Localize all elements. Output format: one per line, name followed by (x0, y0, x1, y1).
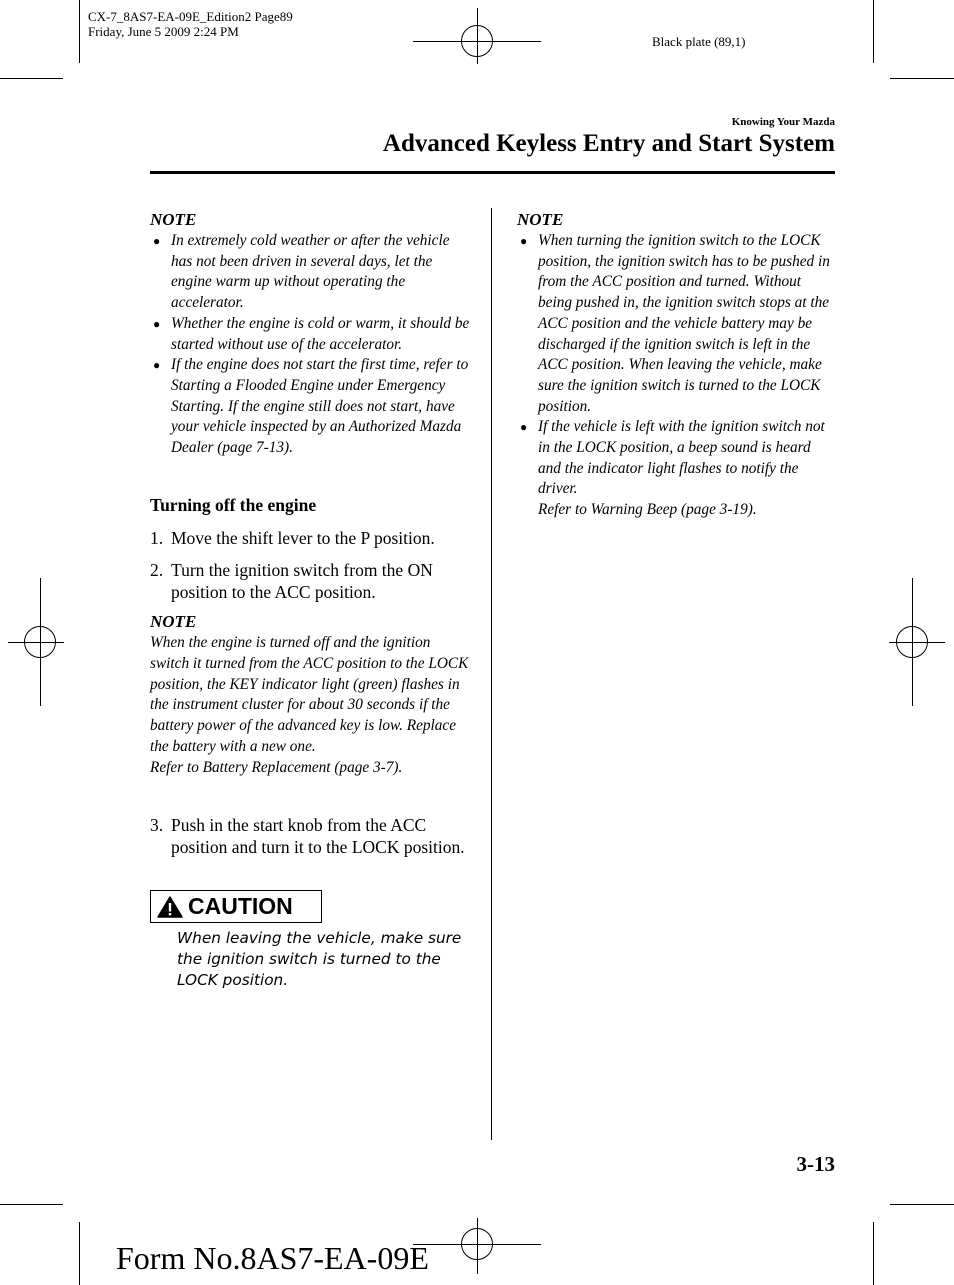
crop-mark (0, 1204, 63, 1205)
note-bullet: ● When turning the ignition switch to the LOCK position, the ignition switch has to be pushed in from the ACC position and turned. Without being pushed in, the ignition switch stops at the ACC position and the vehicle battery may be discharged if the ignition switch is left in the ACC position. When leaving the vehicle, make sure the ignition switch is turned to the LOCK position. (520, 232, 830, 415)
note-bullets (517, 231, 831, 521)
crop-mark (890, 1204, 954, 1205)
crop-mark (79, 1222, 80, 1285)
note-title: NOTE (150, 210, 197, 229)
note-block (150, 210, 472, 459)
caution-label: CAUTION (188, 893, 293, 919)
step-item (150, 560, 470, 603)
warning-triangle-icon (157, 896, 183, 918)
registration-circle (24, 626, 56, 658)
note-block (150, 612, 472, 779)
note-reference: Refer to Warning Beep (page 3-19). (538, 501, 757, 519)
bullet-icon: ● (520, 234, 528, 248)
bullet-icon: ● (153, 358, 161, 373)
bullet-icon: ● (153, 316, 161, 331)
crop-mark (890, 78, 954, 79)
step-number: 1. (150, 528, 164, 548)
step-text: Turn the ignition switch from the ON position to the ACC position. (171, 560, 433, 602)
caution-text: When leaving the vehicle, make sure the ignition switch is turned to the LOCK position. (177, 929, 462, 989)
bullet-icon: ● (153, 234, 161, 248)
note-block (517, 210, 831, 521)
slug-line-1: CX-7_8AS7-EA-09E_Edition2 Page89 (88, 9, 293, 24)
crop-mark (873, 1222, 874, 1285)
note-bullet: ● Whether the engine is cold or warm, it should be started without use of the accelerator. (153, 314, 470, 353)
registration-circle (461, 25, 493, 57)
registration-circle (896, 626, 928, 658)
step-item (150, 528, 470, 550)
registration-circle (461, 1228, 493, 1260)
bullet-icon: ● (520, 420, 528, 435)
step-item (150, 815, 470, 858)
plate-label: Black plate (89,1) (652, 34, 746, 49)
page-title: Advanced Keyless Entry and Start System (382, 130, 835, 157)
note-reference: Refer to Battery Replacement (page 3-7). (150, 758, 403, 776)
crop-mark (79, 0, 80, 63)
header-rule (150, 171, 835, 174)
step-number: 3. (150, 815, 164, 835)
print-slug (88, 9, 293, 39)
form-number: Form No.8AS7-EA-09E (116, 1240, 429, 1276)
note-bullet: ● If the engine does not start the first time, refer to Starting a Flooded Engine under Emergency Starting. If the engine still does not start, have your vehicle inspected by an Authorized Mazda Dealer (page 7-13). (153, 356, 469, 457)
slug-line-2: Friday, June 5 2009 2:24 PM (88, 24, 239, 39)
crop-mark (0, 78, 63, 79)
note-bullet: ● If the vehicle is left with the ignition switch not in the LOCK position, a beep sound is heard and the indicator light flashes to notify the driver. Refer to Warning Beep (page 3-19). (520, 418, 825, 519)
crop-mark (873, 0, 874, 63)
page-number: 3-13 (796, 1152, 835, 1176)
note-title: NOTE (517, 210, 564, 229)
note-title: NOTE (150, 612, 197, 631)
step-number: 2. (150, 560, 164, 580)
section-label: Knowing Your Mazda (731, 116, 835, 128)
section-subheading: Turning off the engine (150, 495, 317, 515)
note-body: When the engine is turned off and the ignition switch it turned from the ACC position to the LOCK position, the KEY indicator light (green) flashes in the instrument cluster for about 30 seconds if the battery power of the advanced key is low. Replace the battery with a new one. (150, 634, 469, 755)
note-bullet: ● In extremely cold weather or after the vehicle has not been driven in several days, let the engine warm up without operating the accelerator. (153, 232, 450, 312)
note-bullets (150, 231, 472, 459)
column-divider (491, 208, 492, 1140)
step-text: Move the shift lever to the P position. (171, 528, 435, 548)
step-text: Push in the start knob from the ACC position and turn it to the LOCK position. (171, 815, 465, 857)
